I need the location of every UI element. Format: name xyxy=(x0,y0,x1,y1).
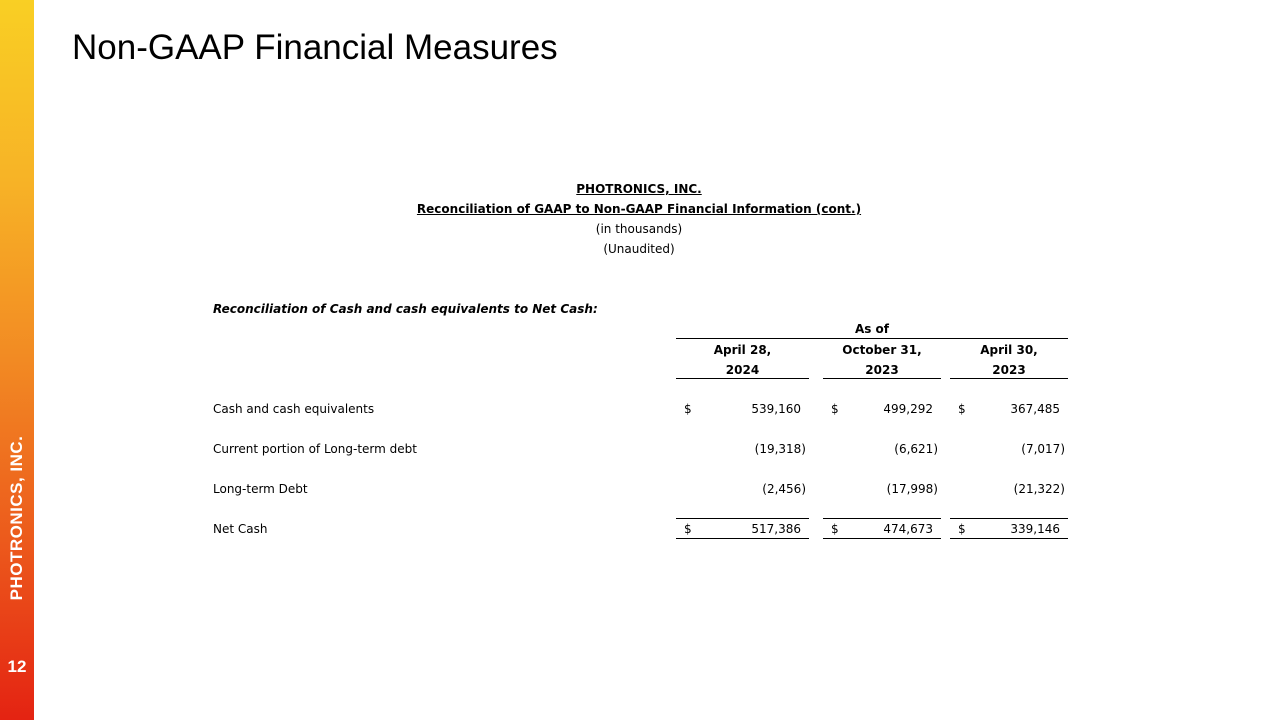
row-label-cash: Cash and cash equivalents xyxy=(213,402,375,416)
row-label-long-term-debt: Long-term Debt xyxy=(213,482,308,496)
total-top-rule-1 xyxy=(676,518,809,519)
total-top-rule-3 xyxy=(950,518,1068,519)
row-net-cash-value-2: 474,673 xyxy=(883,522,933,536)
row-net-cash-dollar-2: $ xyxy=(831,522,839,536)
row-cash-dollar-3: $ xyxy=(958,402,966,416)
slide-title: Non-GAAP Financial Measures xyxy=(72,28,558,67)
row-net-cash-value-3: 339,146 xyxy=(1010,522,1060,536)
row-label-current-debt: Current portion of Long-term debt xyxy=(213,442,417,456)
col1-header-rule xyxy=(676,378,809,379)
row-current-debt-value-1: (19,318) xyxy=(754,442,806,456)
row-net-cash-dollar-1: $ xyxy=(684,522,692,536)
col2-header-line2: 2023 xyxy=(865,363,899,377)
row-cash-value-3: 367,485 xyxy=(1010,402,1060,416)
col3-header-line2: 2023 xyxy=(992,363,1026,377)
row-cash-dollar-1: $ xyxy=(684,402,692,416)
row-label-net-cash: Net Cash xyxy=(213,522,268,536)
row-current-debt-value-2: (6,621) xyxy=(894,442,938,456)
report-title: Reconciliation of GAAP to Non-GAAP Financial Information (cont.) xyxy=(416,202,862,216)
section-title: Reconciliation of Cash and cash equivalents to Net Cash: xyxy=(213,302,598,316)
total-bottom-rule-2 xyxy=(823,538,941,539)
row-cash-value-2: 499,292 xyxy=(883,402,933,416)
audit-note: (Unaudited) xyxy=(603,242,675,256)
row-net-cash-dollar-3: $ xyxy=(958,522,966,536)
total-bottom-rule-1 xyxy=(676,538,809,539)
row-long-term-debt-value-3: (21,322) xyxy=(1013,482,1065,496)
accent-side-bar xyxy=(0,0,34,720)
row-long-term-debt-value-1: (2,456) xyxy=(762,482,806,496)
group-header-rule xyxy=(676,338,1068,339)
col1-header-line2: 2024 xyxy=(725,363,760,377)
units-note: (in thousands) xyxy=(595,222,683,236)
col1-header-line1: April 28, xyxy=(713,343,772,357)
total-top-rule-2 xyxy=(823,518,941,519)
group-header: As of xyxy=(854,322,890,336)
page-number: 12 xyxy=(7,657,27,676)
company-name: PHOTRONICS, INC. xyxy=(576,182,702,196)
brand-label: PHOTRONICS, INC. xyxy=(7,435,26,601)
total-bottom-rule-3 xyxy=(950,538,1068,539)
col2-header-rule xyxy=(823,378,941,379)
col2-header-line1: October 31, xyxy=(842,343,922,357)
row-cash-dollar-2: $ xyxy=(831,402,839,416)
row-current-debt-value-3: (7,017) xyxy=(1021,442,1065,456)
row-cash-value-1: 539,160 xyxy=(751,402,801,416)
col3-header-rule xyxy=(950,378,1068,379)
row-long-term-debt-value-2: (17,998) xyxy=(886,482,938,496)
row-net-cash-value-1: 517,386 xyxy=(751,522,801,536)
col3-header-line1: April 30, xyxy=(980,343,1038,357)
